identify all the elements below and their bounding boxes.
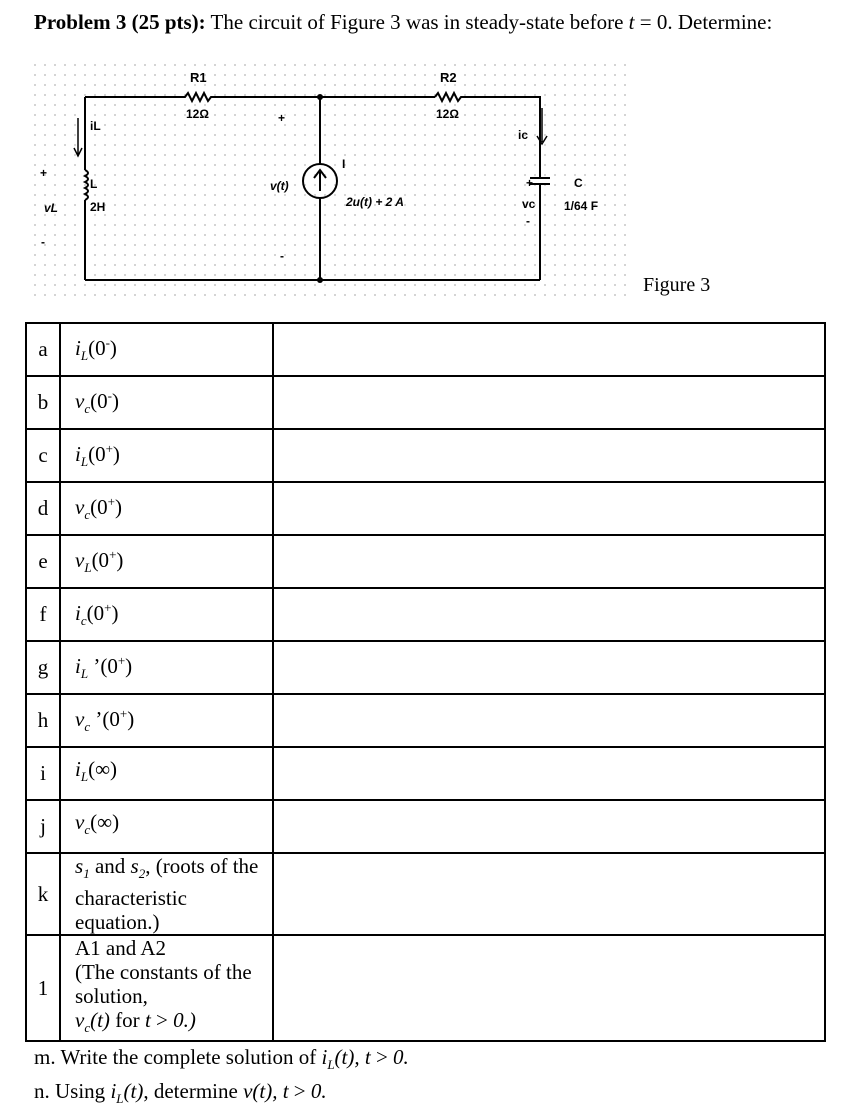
row-expression: $i_L$ ’(0+)	[60, 641, 273, 694]
svg-text:+: +	[526, 176, 534, 190]
row-letter: h	[26, 694, 60, 747]
source-value: 2u(t) + 2 A	[346, 195, 404, 209]
r1-label: R1	[190, 70, 207, 85]
table-row	[26, 853, 825, 935]
row-expression: $i_L(0^+)$	[60, 429, 273, 482]
node-bottom	[317, 277, 323, 283]
row-expression: $i_L(\infty)$	[60, 747, 273, 800]
problem-title: Problem 3 (25 pts): The circuit of Figure 3 was in steady-state before t = 0. Determine:	[34, 10, 773, 34]
answer-cell-d[interactable]	[273, 482, 825, 535]
row-letter: f	[26, 588, 60, 641]
row-letter: b	[26, 376, 60, 429]
row-expression: $v_c(0^-)$	[60, 376, 273, 429]
row-letter: 1	[26, 935, 60, 1041]
row-expression: $v_c(\infty)$	[60, 800, 273, 853]
table-row	[26, 694, 825, 747]
answer-cell-k[interactable]	[273, 853, 825, 935]
footer-instructions	[34, 1044, 409, 1112]
row-expression: $v_c$ ’(0+)	[60, 694, 273, 747]
il-label: iL	[90, 119, 101, 133]
r2-value: 12Ω	[436, 107, 459, 121]
answer-cell-g[interactable]	[273, 641, 825, 694]
l-value: 2H	[90, 200, 106, 214]
instruction-n: n. Using $i_L(t)$, determine v(t), t > 0.	[34, 1079, 327, 1107]
svg-text:+: +	[40, 166, 48, 180]
answer-cell-h[interactable]	[273, 694, 825, 747]
node-top	[317, 94, 323, 100]
svg-text:-: -	[280, 249, 284, 263]
table-row	[26, 588, 825, 641]
answer-cell-i[interactable]	[273, 747, 825, 800]
table-row	[26, 800, 825, 853]
vt-label: v(t)	[270, 179, 289, 193]
answer-cell-l[interactable]	[273, 935, 825, 1041]
row-expression: $i_L(0^-)$	[60, 323, 273, 376]
row-expression: $v_L(0^+)$	[60, 535, 273, 588]
table-row	[26, 935, 825, 1041]
vl-label: vL	[44, 201, 59, 215]
r1-value: 12Ω	[186, 107, 209, 121]
c-value: 1/64 F	[564, 199, 599, 213]
question-table	[25, 322, 826, 1042]
row-letter: i	[26, 747, 60, 800]
table-row	[26, 482, 825, 535]
answer-cell-c[interactable]	[273, 429, 825, 482]
answer-cell-a[interactable]	[273, 323, 825, 376]
c-label: C	[574, 176, 583, 190]
row-expression: A1 and A2 (The constants of the solution, $v_c(t)$ for t > 0.)	[60, 935, 273, 1041]
row-letter: e	[26, 535, 60, 588]
ic-label: ic	[518, 128, 529, 142]
source-label: I	[342, 157, 346, 171]
table-row	[26, 376, 825, 429]
table-row	[26, 747, 825, 800]
row-expression: $i_c(0^+)$	[60, 588, 273, 641]
row-letter: d	[26, 482, 60, 535]
table-row	[26, 323, 825, 376]
instruction-m: m. Write the complete solution of $i_L(t)$, t > 0.	[34, 1045, 409, 1073]
row-letter: g	[26, 641, 60, 694]
svg-text:+: +	[278, 111, 286, 125]
r2-label: R2	[440, 70, 457, 85]
answer-cell-j[interactable]	[273, 800, 825, 853]
l-label: L	[90, 177, 98, 191]
row-expression: $v_c(0^+)$	[60, 482, 273, 535]
answer-cell-b[interactable]	[273, 376, 825, 429]
svg-text:-: -	[526, 214, 530, 228]
table-row	[26, 641, 825, 694]
answer-cell-f[interactable]	[273, 588, 825, 641]
figure-caption: Figure 3	[643, 274, 711, 296]
svg-text:-: -	[41, 235, 45, 249]
table-row	[26, 535, 825, 588]
vc-label: vc	[522, 197, 536, 211]
row-letter: j	[26, 800, 60, 853]
answer-cell-e[interactable]	[273, 535, 825, 588]
circuit-diagram	[30, 60, 630, 300]
table-row	[26, 429, 825, 482]
row-letter: k	[26, 853, 60, 935]
row-expression: $s_1$ and $s_2$, (roots of the characteristic equation.)	[60, 853, 273, 935]
row-letter: a	[26, 323, 60, 376]
row-letter: c	[26, 429, 60, 482]
